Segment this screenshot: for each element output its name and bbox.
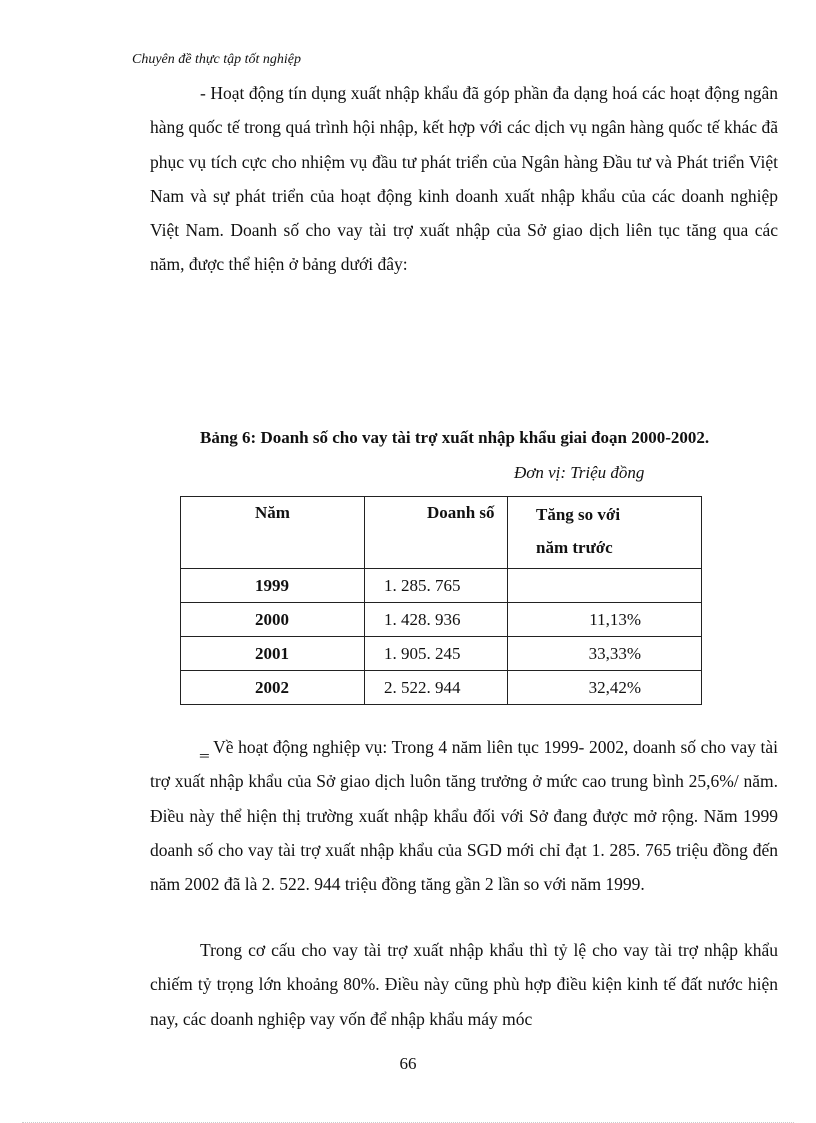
paragraph-structure (150, 933, 778, 1036)
table-caption: Bảng 6: Doanh số cho vay tài trợ xuất nhập khẩu giai đoạn 2000-2002. (200, 428, 710, 447)
cell-year: 2001 (181, 637, 365, 671)
cell-sales: 1. 428. 936 (365, 603, 508, 637)
table-header-row (181, 497, 702, 569)
cell-year: 2002 (181, 671, 365, 705)
cell-year: 1999 (181, 569, 365, 603)
table-row (181, 569, 702, 603)
cell-growth (508, 569, 702, 603)
cell-sales: 1. 905. 245 (365, 637, 508, 671)
header-sales (365, 497, 508, 569)
cell-growth: 11,13% (508, 603, 702, 637)
paragraph-3-text: Trong cơ cấu cho vay tài trợ xuất nhập khẩu thì tỷ lệ cho vay tài trợ nhập khẩu chiếm tỷ trọng lớn khoảng 80%. Điều này cũng phù hợp điều kiện kinh tế đất nước hiện nay, các doanh nghiệp vay vốn để nhập khẩu máy móc (150, 940, 778, 1029)
header-year: Năm (181, 497, 365, 569)
paragraph-1-text: - Hoạt động tín dụng xuất nhập khẩu đã góp phần đa dạng hoá các hoạt động ngân hàng quốc tế trong quá trình hội nhập, kết hợp với các dịch vụ ngân hàng quốc tế khác đã phục vụ tích cực cho nhiệm vụ đầu tư phát triển của Ngân hàng Đầu tư và Phát triển Việt Nam và sự phát triển của hoạt động kinh doanh xuất nhập khẩu của các doanh nghiệp Việt Nam. Doanh số cho vay tài trợ xuất nhập của Sở giao dịch liên tục tăng qua các năm, được thể hiện ở bảng dưới đây: (150, 83, 778, 275)
cell-year: 2000 (181, 603, 365, 637)
running-header: Chuyên đề thực tập tốt nghiệp (132, 52, 301, 67)
table-row (181, 637, 702, 671)
table-row (181, 671, 702, 705)
paragraph-2-text: ‗ Về hoạt động nghiệp vụ: Trong 4 năm liên tục 1999- 2002, doanh số cho vay tài trợ xuất nhập khẩu của Sở giao dịch luôn tăng trưởng ở mức cao trung bình 25,6%/ năm. Điều này thể hiện thị trường xuất nhập khẩu đối với Sở đang được mở rộng. Năm 1999 doanh số cho vay tài trợ xuất nhập khẩu của SGD mới chỉ đạt 1. 285. 765 triệu đồng đến năm 2002 đã là 2. 522. 944 triệu đồng tăng gần 2 lần so với năm 1999. (150, 737, 778, 895)
header-sales-label: Doanh số (427, 503, 495, 522)
cell-growth: 33,33% (508, 637, 702, 671)
cell-sales: 1. 285. 765 (365, 569, 508, 603)
paragraph-operations (150, 730, 778, 901)
header-growth-line1: Tăng so với (536, 505, 621, 524)
page-number: 66 (399, 1054, 417, 1073)
sales-table (180, 496, 702, 705)
header-growth-line2: năm trước (536, 538, 613, 557)
cell-sales: 2. 522. 944 (365, 671, 508, 705)
cell-growth: 32,42% (508, 671, 702, 705)
header-growth (508, 497, 702, 569)
paragraph-credit-activity (150, 76, 778, 282)
table-row (181, 603, 702, 637)
table-unit: Đơn vị: Triệu đồng (514, 463, 645, 482)
